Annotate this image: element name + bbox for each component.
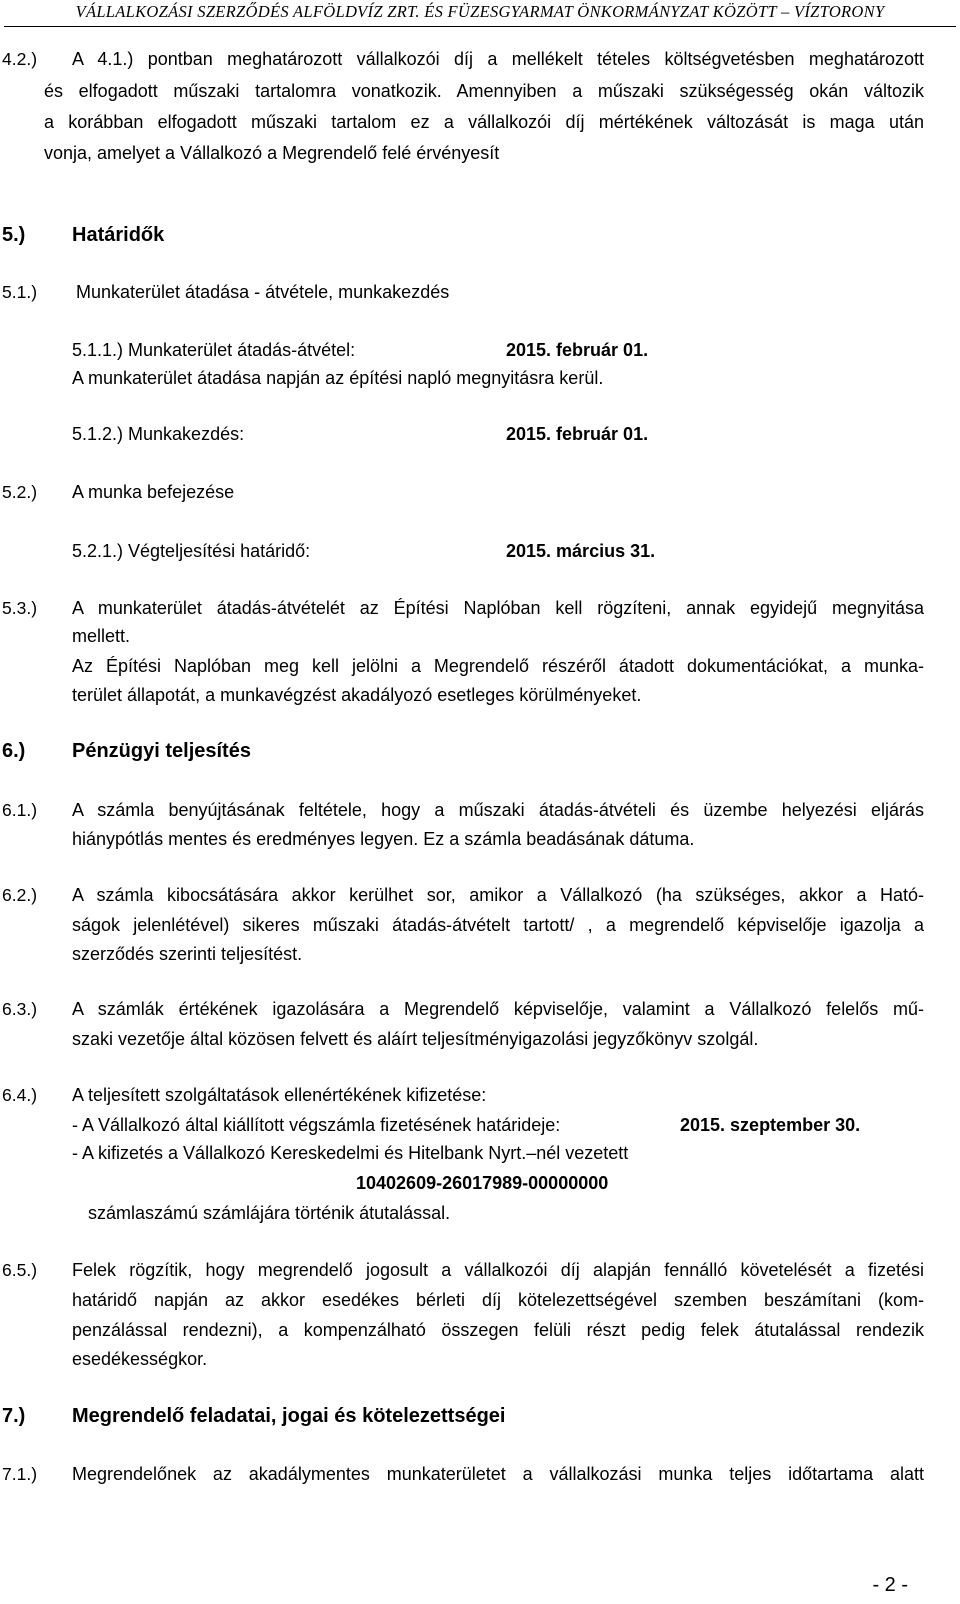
paragraph-line: A számla benyújtásának feltétele, hogy a műszaki átadás-átvételi és üzembe helyezési eljárás <box>72 800 924 820</box>
item-label: 5.1.2.) Munkakezdés: <box>72 424 245 444</box>
paragraph-line: hiánypótlás mentes és eredményes legyen. Ez a számla beadásának dátuma. <box>72 829 695 849</box>
date-value: 2015. február 01. <box>506 424 649 444</box>
paragraph-line: ságok jelenlétével) sikeres műszaki átadás-átvételt tartott/ , a megrendelő képviselője igazolja a <box>72 915 924 935</box>
paragraph-line: szerződés szerinti teljesítést. <box>72 944 303 964</box>
paragraph-line: A számlák értékének igazolására a Megrendelő képviselője, valamint a Vállalkozó felelős mű- <box>72 999 924 1019</box>
item-label: 5.1.1.) Munkaterület átadás-átvétel: <box>72 340 356 360</box>
section-number: 6.5.) <box>2 1260 38 1280</box>
section-number: 5.2.) <box>2 482 38 502</box>
subsection-title: A munka befejezése <box>72 482 235 502</box>
paragraph-line: Az Építési Naplóban meg kell jelölni a Megrendelő részéről átadott dokumentációkat, a munka- <box>72 656 924 676</box>
paragraph-line: A 4.1.) pontban meghatározott vállalkozói díj a mellékelt tételes költségvetésben meghatározott <box>72 49 924 69</box>
section-number: 6.2.) <box>2 885 38 905</box>
section-number: 6.3.) <box>2 999 38 1019</box>
paragraph-line: penzálással rendezni), a kompenzálható összegen felüli részt pedig felek átutalással rendezik <box>72 1320 924 1340</box>
date-value: 2015. március 31. <box>506 541 656 561</box>
date-value: 2015. február 01. <box>506 340 649 360</box>
paragraph-line: és elfogadott műszaki tartalomra vonatkozik. Amennyiben a műszaki szükségesség okán változik <box>44 81 924 101</box>
paragraph-line: mellett. <box>72 626 131 646</box>
paragraph-line: szaki vezetője által közösen felvett és aláírt teljesítményigazolási jegyzőkönyv szolgál. <box>72 1029 759 1049</box>
section-number: 7.) <box>2 1405 26 1427</box>
paragraph-line: számlaszámú számlájára történik átutalással. <box>88 1203 451 1223</box>
section-number: 4.2.) <box>2 49 38 69</box>
paragraph-line: vonja, amelyet a Vállalkozó a Megrendelő felé érvényesít <box>44 143 500 163</box>
running-header: VÁLLALKOZÁSI SZERZŐDÉS ALFÖLDVÍZ ZRT. ÉS FÜZESGYARMAT ÖNKORMÁNYZAT KÖZÖTT – VÍZTORONY <box>75 2 885 21</box>
paragraph-line: terület állapotát, a munkavégzést akadályozó esetleges körülményeket. <box>72 685 642 705</box>
paragraph-line: Megrendelőnek az akadálymentes munkaterületet a vállalkozási munka teljes időtartama alatt <box>72 1464 924 1484</box>
section-number: 6.) <box>2 740 26 762</box>
section-number: 5.1.) <box>2 282 38 302</box>
section-heading: Határidők <box>72 224 165 246</box>
subsection-title: Munkaterület átadása - átvétele, munkakezdés <box>76 282 450 302</box>
paragraph-line: A teljesített szolgáltatások ellenértékének kifizetése: <box>72 1085 487 1105</box>
section-number: 7.1.) <box>2 1464 38 1484</box>
paragraph-line: határidő napján az akkor esedékes bérleti díj kötelezettségével szemben beszámítani (kom- <box>72 1290 924 1310</box>
section-number: 5.) <box>2 224 26 246</box>
paragraph-line: A munkaterület átadás-átvételét az Építési Naplóban kell rögzíteni, annak egyidejű megnyitása <box>72 598 924 618</box>
paragraph-line: A számla kibocsátására akkor kerülhet sor, amikor a Vállalkozó (ha szükséges, akkor a Ható- <box>72 885 924 905</box>
section-number: 5.3.) <box>2 598 38 618</box>
page-number: - 2 - <box>872 1574 908 1596</box>
bank-account-number: 10402609-26017989-00000000 <box>356 1173 609 1193</box>
paragraph-line: esedékességkor. <box>72 1349 208 1369</box>
date-value: 2015. szeptember 30. <box>680 1115 861 1135</box>
item-note: A munkaterület átadása napján az építési napló megnyitásra kerül. <box>72 368 604 388</box>
section-number: 6.4.) <box>2 1085 38 1105</box>
section-number: 6.1.) <box>2 800 38 820</box>
paragraph-line: - A Vállalkozó által kiállított végszámla fizetésének határideje: <box>72 1115 561 1135</box>
paragraph-line: - A kifizetés a Vállalkozó Kereskedelmi és Hitelbank Nyrt.–nél vezetett <box>72 1143 629 1163</box>
section-heading: Pénzügyi teljesítés <box>72 740 251 762</box>
paragraph-line: a korábban elfogadott műszaki tartalom ez a vállalkozói díj mértékének változását is maga után <box>44 112 924 132</box>
item-label: 5.2.1.) Végteljesítési határidő: <box>72 541 311 561</box>
header-rule <box>4 26 956 27</box>
section-heading: Megrendelő feladatai, jogai és kötelezettségei <box>72 1405 506 1427</box>
paragraph-line: Felek rögzítik, hogy megrendelő jogosult a vállalkozói díj alapján fennálló követelését a fizetési <box>72 1260 924 1280</box>
